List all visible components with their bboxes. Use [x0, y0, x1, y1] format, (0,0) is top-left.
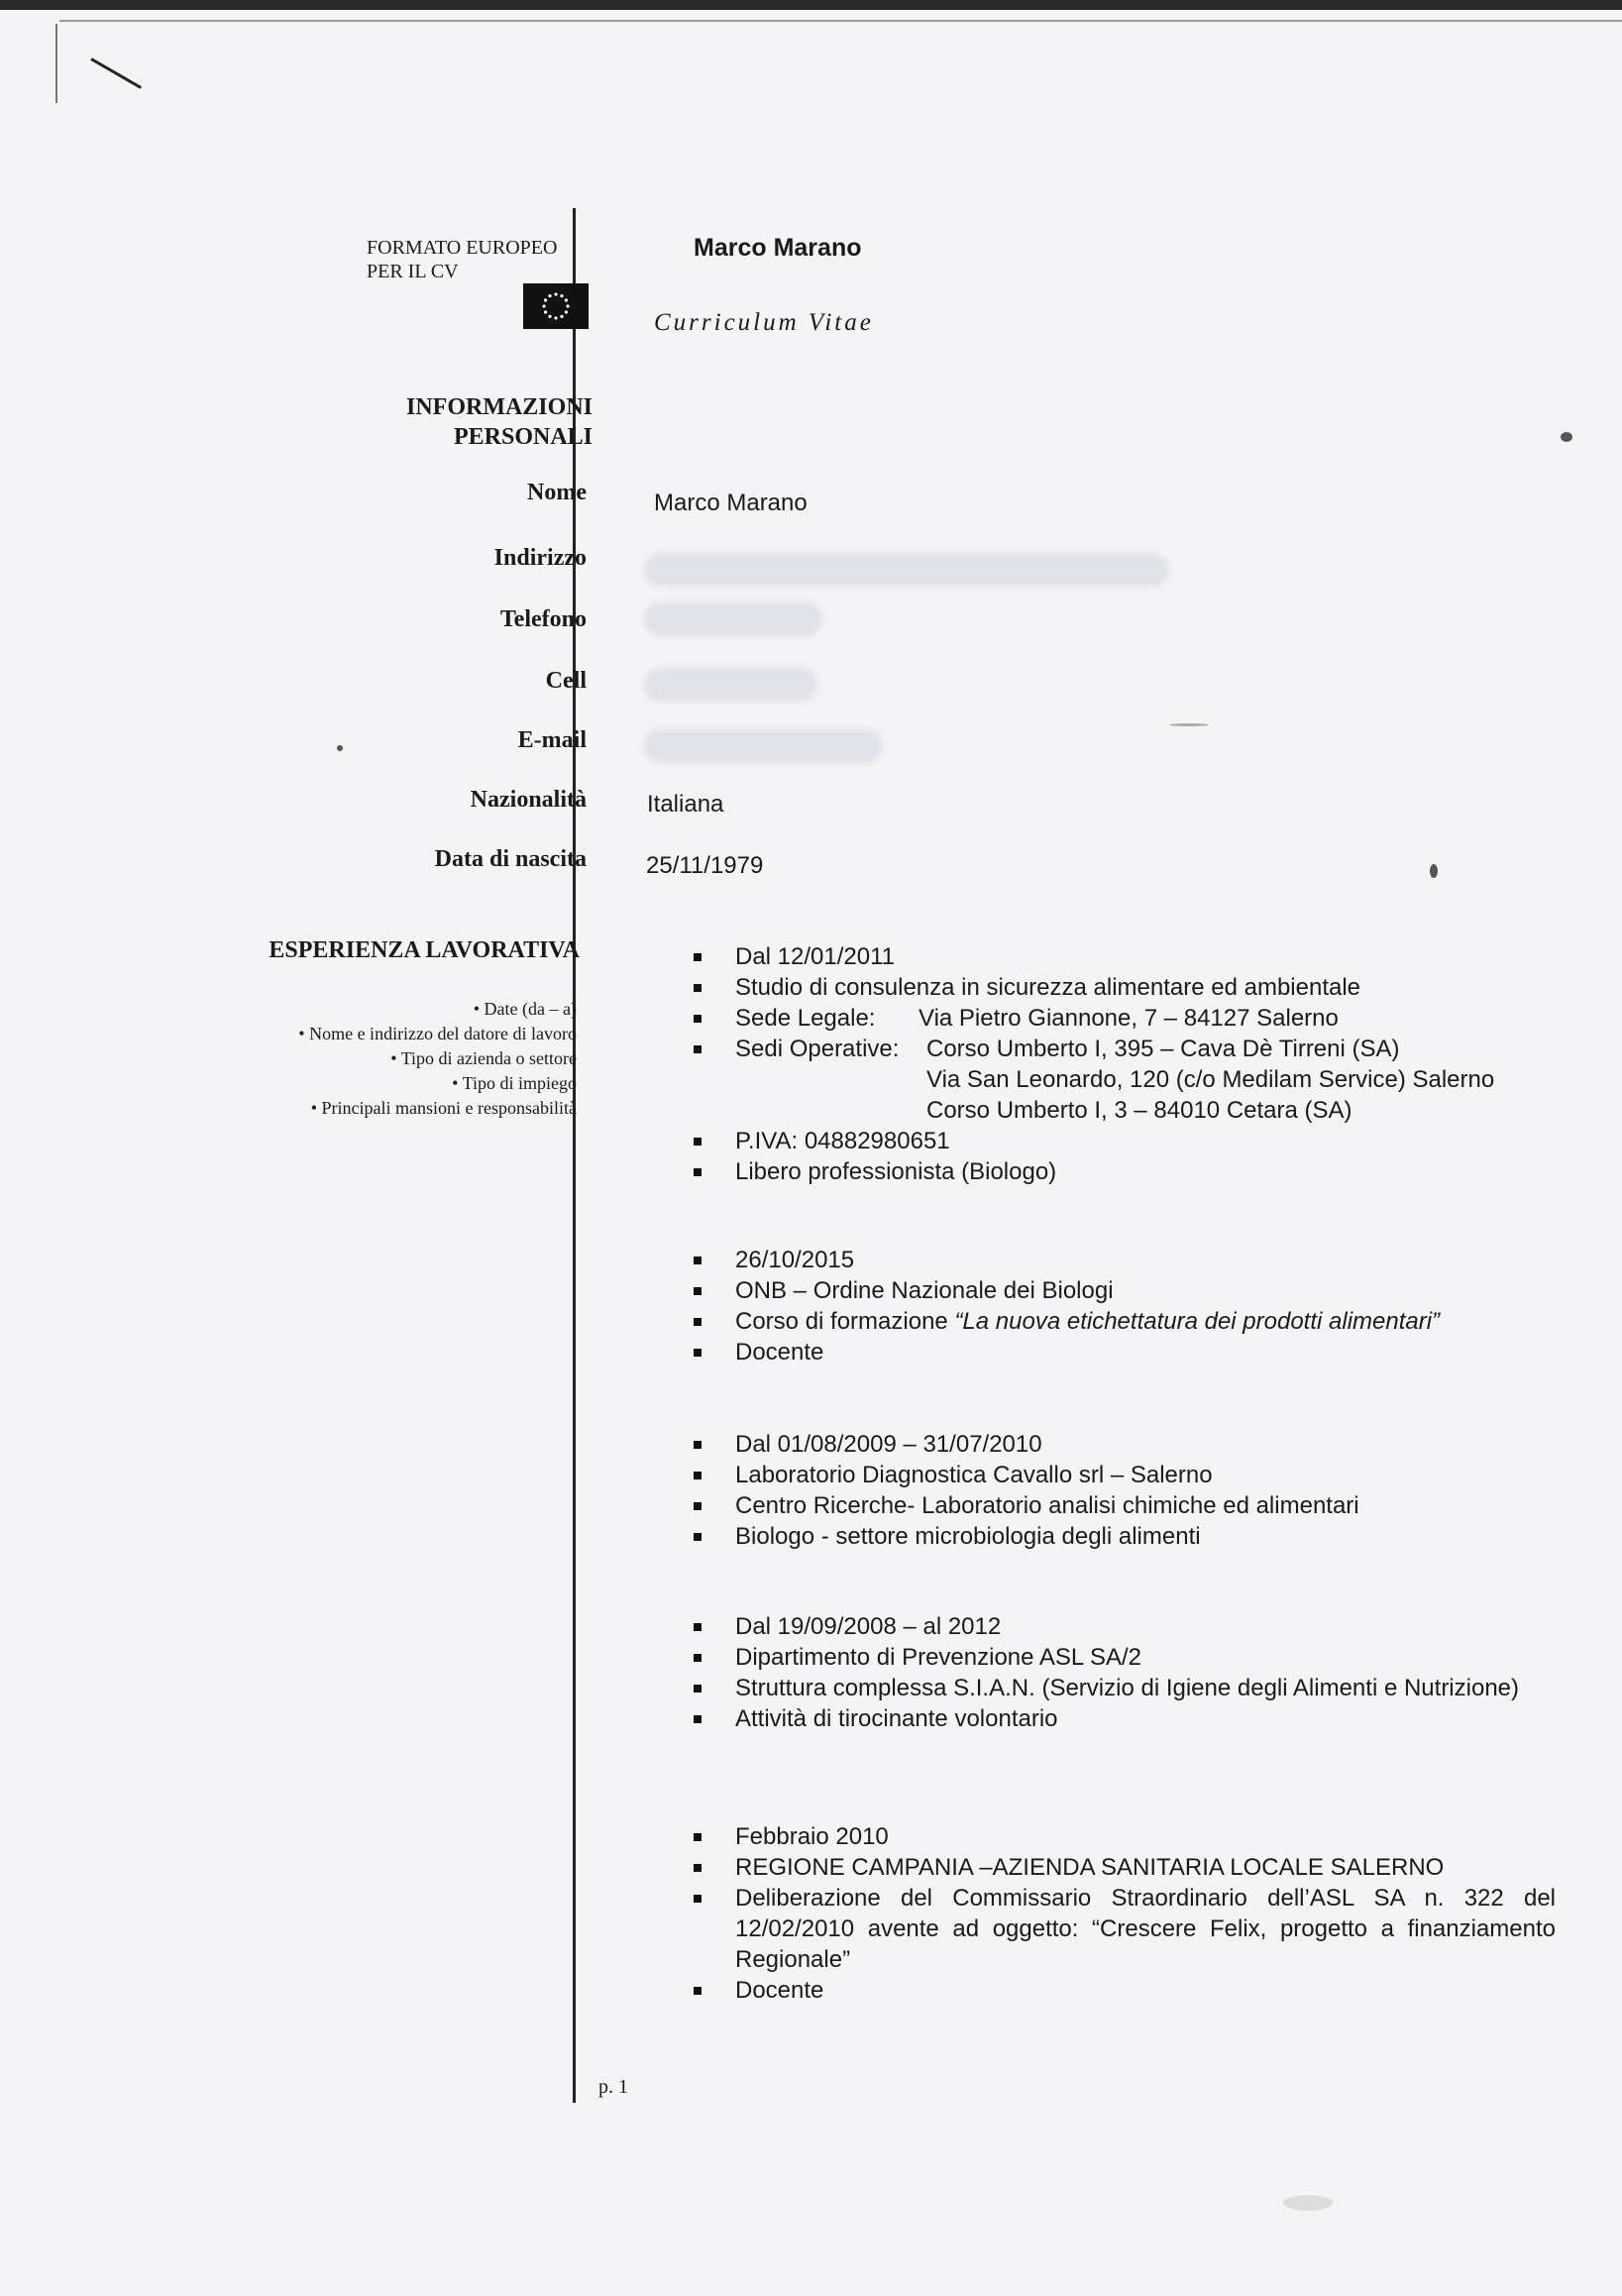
format-label	[367, 236, 585, 283]
experience-block-5	[684, 1821, 1556, 2006]
experience-block-4	[684, 1611, 1556, 1734]
format-line-2: PER IL CV	[367, 261, 459, 282]
personal-info-title	[327, 392, 593, 452]
redacted-email	[644, 729, 882, 763]
list-item: 26/10/2015	[684, 1245, 1556, 1275]
value-nome: Marco Marano	[654, 490, 808, 516]
scan-top-edge	[0, 0, 1622, 10]
label-nazionalita: Nazionalità	[470, 787, 587, 813]
list-item: REGIONE CAMPANIA –AZIENDA SANITARIA LOCALE SALERNO	[684, 1852, 1556, 1883]
legend-employer: • Nome e indirizzo del datore di lavoro	[298, 1024, 577, 1043]
list-item: Studio di consulenza in sicurezza alimentare ed ambientale	[684, 972, 1556, 1003]
experience-title: ESPERIENZA LAVORATIVA	[269, 937, 580, 963]
list-item: Sede Legale: Via Pietro Giannone, 7 – 84127 Salerno	[684, 1003, 1556, 1034]
eu-flag-icon	[523, 283, 589, 329]
list-item: Biologo - settore microbiologia degli alimenti	[684, 1521, 1556, 1552]
legend-employment-type: • Tipo di impiego	[452, 1073, 577, 1093]
legend-date: • Date (da – a)	[473, 999, 577, 1019]
list-item: Libero professionista (Biologo)	[684, 1156, 1556, 1187]
scan-line	[59, 20, 1622, 22]
list-item: Sedi Operative: Corso Umberto I, 395 – Cava Dè Tirreni (SA)	[684, 1034, 1556, 1064]
legend-duties: • Principali mansioni e responsabilità	[310, 1098, 577, 1118]
list-item: Struttura complessa S.I.A.N. (Servizio di Igiene degli Alimenti e Nutrizione)	[684, 1673, 1556, 1703]
list-item: ONB – Ordine Nazionale dei Biologi	[684, 1275, 1556, 1306]
page-number: p. 1	[598, 2076, 628, 2098]
experience-block-1	[684, 941, 1556, 1187]
list-item: Docente	[684, 1975, 1556, 2006]
list-item: Attività di tirocinante volontario	[684, 1703, 1556, 1734]
list-item-continuation: Via San Leonardo, 120 (c/o Medilam Service) Salerno	[926, 1066, 1495, 1093]
label-data-nascita: Data di nascita	[434, 846, 587, 872]
list-item: Docente	[684, 1337, 1556, 1367]
experience-field-legend	[238, 997, 577, 1121]
redacted-phone	[644, 602, 822, 636]
value-data-nascita: 25/11/1979	[646, 852, 764, 879]
list-item: Laboratorio Diagnostica Cavallo srl – Salerno	[684, 1460, 1556, 1490]
personal-title-line-2: PERSONALI	[453, 424, 593, 450]
scan-speck	[337, 745, 343, 751]
label-telefono: Telefono	[499, 606, 587, 632]
label-nome: Nome	[527, 480, 587, 505]
list-item: P.IVA: 04882980651	[684, 1126, 1556, 1156]
experience-block-2	[684, 1245, 1556, 1367]
list-item-continuation: Corso Umberto I, 3 – 84010 Cetara (SA)	[926, 1097, 1352, 1124]
list-item: Corso di formazione “La nuova etichettatura dei prodotti alimentari”	[684, 1306, 1556, 1337]
label-email: E-mail	[517, 727, 587, 753]
pen-mark	[90, 57, 142, 89]
redacted-address	[644, 553, 1169, 587]
redacted-cell	[644, 668, 817, 702]
legend-sector: • Tipo di azienda o settore	[390, 1048, 577, 1068]
cv-name: Marco Marano	[694, 234, 862, 262]
experience-block-3	[684, 1429, 1556, 1552]
scan-speck	[1430, 864, 1438, 878]
label-cell: Cell	[545, 668, 587, 694]
list-item: Dipartimento di Prevenzione ASL SA/2	[684, 1642, 1556, 1673]
scan-speck	[1561, 432, 1572, 442]
personal-title-line-1: INFORMAZIONI	[405, 394, 593, 420]
list-item: Dal 12/01/2011	[684, 941, 1556, 972]
list-item: Dal 19/09/2008 – al 2012	[684, 1611, 1556, 1642]
list-item: Centro Ricerche- Laboratorio analisi chimiche ed alimentari	[684, 1490, 1556, 1521]
list-item: Dal 01/08/2009 – 31/07/2010	[684, 1429, 1556, 1460]
scan-speck	[1169, 723, 1209, 726]
list-item: Deliberazione del Commissario Straordinario dell’ASL SA n. 322 del 12/02/2010 avente ad oggetto: “Crescere Felix, progetto a finanziamento Regionale”	[684, 1883, 1556, 1975]
format-line-1: FORMATO EUROPEO	[367, 237, 558, 259]
value-nazionalita: Italiana	[647, 791, 724, 818]
scan-left-edge	[55, 24, 57, 103]
list-item: Febbraio 2010	[684, 1821, 1556, 1852]
label-indirizzo: Indirizzo	[493, 545, 587, 571]
scan-speck	[1283, 2195, 1333, 2211]
cv-subtitle: Curriculum Vitae	[654, 309, 874, 336]
